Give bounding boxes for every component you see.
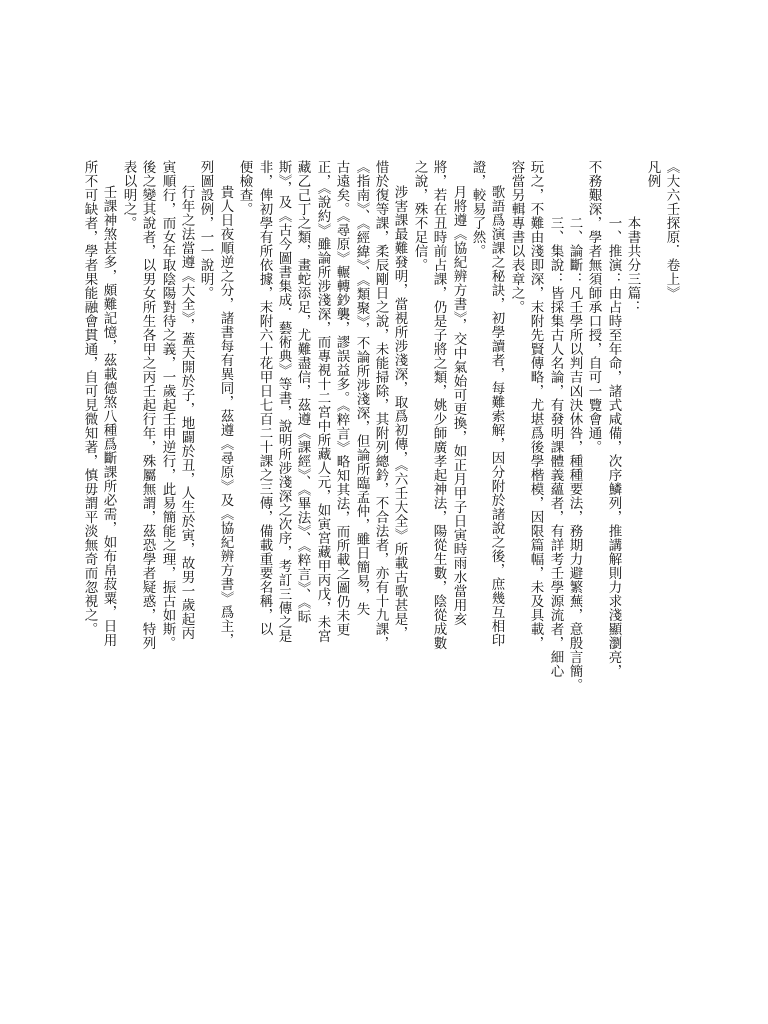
text-column: 非，俾初學有所依據，末附六十花甲日七百二十課之三傳，備載重要名稱，以 xyxy=(256,160,273,636)
text-column: 所不可缺者，學者果能融會貫通，自可見微知著，慎毋謂平淡無奇而忽視之。 xyxy=(81,160,98,636)
text-column: 行年之法當遵《大全》，蓋天開於子，地闢於丑，人生於寅，故男一歲起丙 xyxy=(178,185,195,641)
text-column: 正，《說約》雖論所涉淺深，而專視十二宮中所藏人元，如寅宮藏甲丙戊，未宮 xyxy=(314,160,331,644)
text-column: 一、推演：由占時至年命，諸式咸備，次序鱗列，推講解則力求淺顯瀏亮， xyxy=(605,216,622,678)
text-column: 壬課神煞甚多，頗難記憶，茲載德煞八種爲斷課所必需，如布帛菽粟，日用 xyxy=(100,185,117,647)
text-column: 藏乙己丁之類，畫蛇添足，尤難盡信，茲遵《課經》、《畢法》、《粹言》、《眎 xyxy=(294,160,311,624)
text-column: 之說，殊不足信。 xyxy=(411,160,428,272)
text-column: 容當另輯專書以表章之。 xyxy=(508,160,525,314)
text-column: 將，若在丑時前占課，仍是子將之類，姚少師廣孝起神法，陽從生數，陰從成數 xyxy=(430,160,447,650)
text-column: 列圖設例，一一說明。 xyxy=(197,160,214,300)
text-column: 歌語爲演課之秘訣，初學讀者，每難索解，因分附於諸說之後，庶幾互相印 xyxy=(488,185,505,647)
text-column: 證，較易了然。 xyxy=(469,160,486,258)
text-column: 本書共分三篇： xyxy=(624,216,641,314)
text-column: 貴人日夜順逆之分，諸書每有異同，茲遵《尋原》及《協紀辨方書》爲主， xyxy=(217,185,234,647)
text-column: 後之變其說者，以男女所生各甲之丙壬起行年，殊屬無謂，茲恐學者疑惑，特列 xyxy=(139,160,156,650)
text-column: 表以明之。 xyxy=(120,160,137,230)
book-title: 《大六壬探原．卷上》 xyxy=(663,160,680,300)
text-column: 惜於復等課，柔辰剛日之說，未能掃除，其附列總鈐，不合法者，亦有十九課， xyxy=(372,160,389,650)
text-column: 斯》，及《古今圖書集成．藝術典》等書，說明所涉淺深之次序，考訂三傳之是 xyxy=(275,160,292,644)
text-column: 涉害課最難發明，當視所涉淺深，取爲初傳，《六壬大全》所載古歌甚是， xyxy=(391,185,408,641)
text-column: 《指南》、《經緯》、《類聚》，不論所涉淺深，但論所臨孟仲，雖日簡易，失 xyxy=(353,160,370,617)
text-column: 古遠矣。《尋原》輾轉鈔襲，謬誤益多。《粹言》略知其法，而所載之圖仍未更 xyxy=(333,160,350,637)
text-column: 月將遵《協紀辨方書》，交中氣始可更換，如正月甲子日寅時雨水當用亥 xyxy=(450,185,467,627)
text-column: 寅順行，而女年取陰陽對待之義，一歲起壬申逆行，此易簡能之理，振古如斯。 xyxy=(159,160,176,650)
text-column: 不務艱深，學者無須師承口授，自可一覽會通。 xyxy=(585,160,602,454)
text-column: 三、集說：皆採集古人名論，有發明課體義蘊者，有詳考壬學源流者，細心 xyxy=(547,216,564,678)
text-column: 玩之，不難由淺即深，末附先賢傳略，尤堪爲後學楷模，因限篇幅，未及具載， xyxy=(527,160,544,650)
text-column: 二、論斷：凡壬學所以判吉凶決休咎，種種要法，務期力避繁蕪，意殷言簡。 xyxy=(566,216,583,692)
text-column: 便檢查。 xyxy=(236,160,253,216)
section-heading: 凡例 xyxy=(644,160,661,188)
